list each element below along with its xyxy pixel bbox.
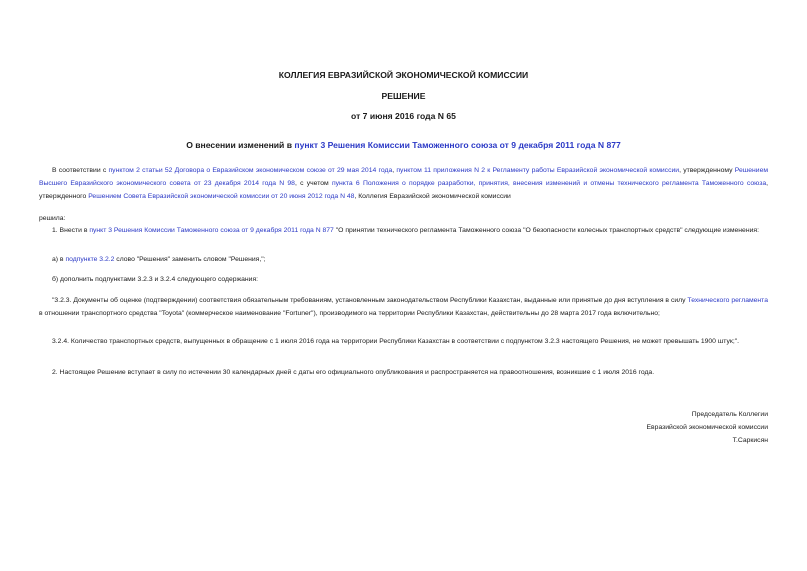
link-reglament-annex2[interactable]: пунктом 11 приложения N 2 к Регламенту работы Евразийской экономической комиссии	[396, 167, 680, 174]
preamble-text-4: , с учетом	[294, 180, 332, 187]
item-1-text-2: "О принятии технического регламента Таможенного союза "О безопасности колесных транспортных средств" следующие изменения:	[333, 227, 759, 234]
doc-title-link[interactable]: пункт 3 Решения Комиссии Таможенного союза от 9 декабря 2011 года N 877	[294, 140, 621, 150]
preamble-text-2: ,	[392, 167, 397, 174]
item-a-text-1: а) в	[52, 256, 66, 263]
link-council-decision-48[interactable]: Решением Совета Евразийской экономической комиссии от 20 июня 2012 года N 48	[88, 193, 355, 200]
doc-title-prefix: О внесении изменений в	[186, 140, 295, 150]
preamble-text-1: В соответствии с	[52, 167, 109, 174]
link-decision-877-item3[interactable]: пункт 3 Решения Комиссии Таможенного союза от 9 декабря 2011 года N 877	[89, 227, 334, 234]
link-supreme-council-decision[interactable]: Решением Высшего Евразийского экономического совета от 23 декабря 2014 года N 98	[39, 167, 769, 187]
subitem-323-text-1: "3.2.3. Документы об оценке (подтверждении) соответствия обязательным требованиям, установленным законодательством Республики Казахстан, выданные или принятые до дня вступления в силу	[52, 297, 688, 304]
doc-type-heading: РЕШЕНИЕ	[381, 91, 426, 101]
preamble-text-5: , утвержденного	[39, 180, 768, 200]
preamble-paragraph	[39, 164, 768, 203]
signature-name: Т.Саркисян	[732, 437, 768, 444]
link-treaty-art52[interactable]: пунктом 2 статьи 52 Договора о Евразийском экономическом союзе от 29 мая 2014 года	[108, 167, 393, 174]
subitem-323-text-2: в отношении транспортного средства "Toyota" (коммерческое наименование "Fortuner"), производимого на территории Республики Казахстан, действительны до 28 марта 2017 года включительно;	[39, 310, 660, 317]
subitem-324-paragraph: 3.2.4. Количество транспортных средств, выпущенных в обращение с 1 июля 2016 года на территории Республики Казахстан в соответствии с подпунктом 3.2.3 настоящего Решения, не может превышать 1900 штук;".	[52, 338, 740, 345]
item-1-paragraph	[39, 224, 768, 237]
signature-organization: Евразийской экономической комиссии	[646, 424, 768, 431]
item-2-paragraph: 2. Настоящее Решение вступает в силу по истечении 30 календарных дней с даты его официального опубликования и распространяется на правоотношения, возникшие с 1 июля 2016 года.	[52, 369, 655, 376]
item-b-paragraph: б) дополнить подпунктами 3.2.3 и 3.2.4 следующего содержания:	[52, 276, 259, 283]
link-provision-item6[interactable]: пункта 6 Положения о порядке разработки, принятия, внесения изменений и отмены технического регламента Таможенного союза	[331, 180, 767, 187]
doc-date-number: от 7 июня 2016 года N 65	[351, 111, 456, 121]
item-a-text-2: слово "Решения" заменить словом "Решения,";	[114, 256, 266, 263]
subitem-323-paragraph	[39, 294, 768, 320]
preamble-text-6: , Коллегия Евразийской экономической комиссии	[354, 193, 511, 200]
link-technical-regulation[interactable]: Технического регламента	[687, 297, 769, 304]
doc-title	[0, 140, 807, 150]
preamble-text-3: , утвержденному	[679, 167, 735, 174]
item-1-text-1: 1. Внести в	[52, 227, 90, 234]
item-a-paragraph	[52, 253, 266, 266]
resolved-label: решила:	[39, 215, 66, 222]
org-heading: КОЛЛЕГИЯ ЕВРАЗИЙСКОЙ ЭКОНОМИЧЕСКОЙ КОМИССИИ	[278, 70, 529, 80]
signature-position: Председатель Коллегии	[691, 411, 768, 418]
link-subitem-322[interactable]: подпункте 3.2.2	[65, 256, 115, 263]
